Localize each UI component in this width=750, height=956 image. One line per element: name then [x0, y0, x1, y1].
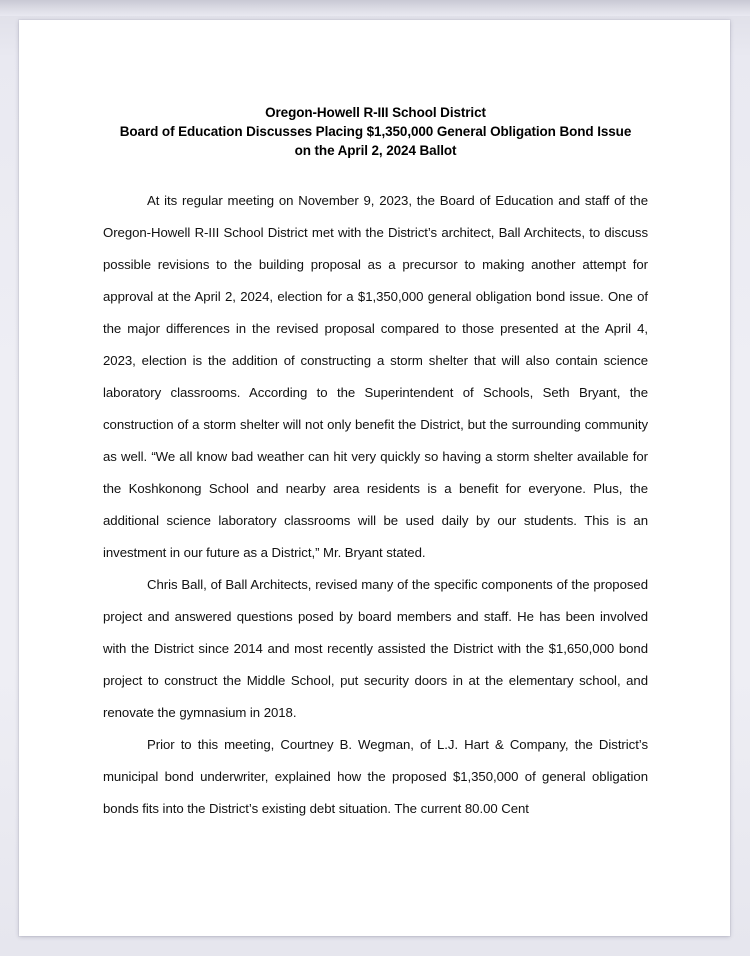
document-heading	[103, 103, 648, 160]
heading-line-subject: Board of Education Discusses Placing $1,350,000 General Obligation Bond Issue	[119, 124, 632, 139]
document-content-area	[103, 103, 648, 825]
heading-line-ballot-date: on the April 2, 2024 Ballot	[294, 143, 457, 158]
body-paragraph-1: At its regular meeting on November 9, 2023, the Board of Education and staff of the Oregon-Howell R-III School District met with the District’s architect, Ball Architects, to discuss possible revisions to the building proposal as a precursor to making another attempt for approval at the April 2, 2024, election for a $1,350,000 general obligation bond issue. One of the major differences in the revised proposal compared to those presented at the April 4, 2023, election is the addition of constructing a storm shelter that will also contain science laboratory classrooms. According to the Superintendent of Schools, Seth Bryant, the construction of a storm shelter will not only benefit the District, but the surrounding community as well. “We all know bad weather can hit very quickly so having a storm shelter available for the Koshkonong School and nearby area residents is a benefit for everyone. Plus, the additional science laboratory classrooms will be used daily by our students. This is an investment in our future as a District,” Mr. Bryant stated.	[103, 193, 648, 560]
heading-line-district: Oregon-Howell R-III School District	[265, 105, 486, 120]
page-top-shading	[0, 0, 750, 16]
body-paragraph-3: Prior to this meeting, Courtney B. Wegman, of L.J. Hart & Company, the District’s municipal bond underwriter, explained how the proposed $1,350,000 of general obligation bonds fits into the District’s existing debt situation. The current 80.00 Cent	[103, 737, 648, 816]
document-page	[19, 20, 730, 936]
body-paragraph-2: Chris Ball, of Ball Architects, revised many of the specific components of the proposed project and answered questions posed by board members and staff. He has been involved with the District since 2014 and most recently assisted the District with the $1,650,000 bond project to construct the Middle School, put security doors in at the elementary school, and renovate the gymnasium in 2018.	[103, 577, 648, 720]
